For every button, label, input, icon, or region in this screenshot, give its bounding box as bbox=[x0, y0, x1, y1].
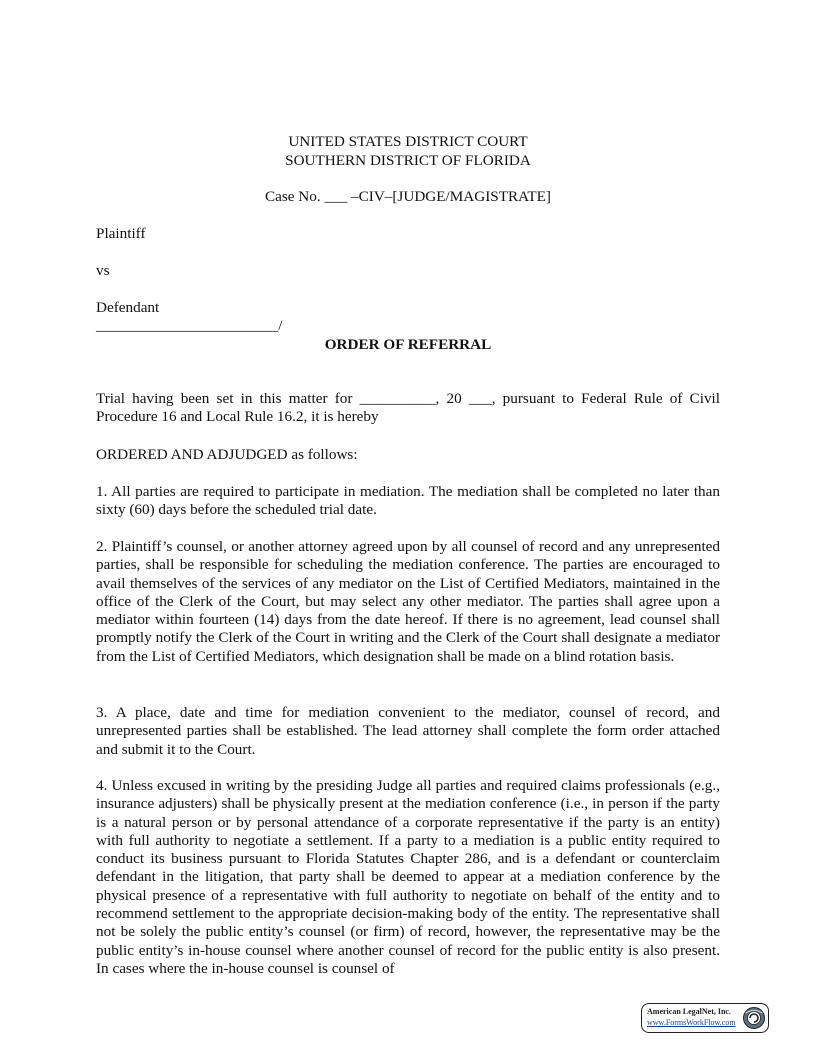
intro-paragraph: Trial having been set in this matter for __________, 20 ___, pursuant to Federal Rule of Civil Procedure 16 and Local Rule 16.2, it is hereby bbox=[96, 390, 720, 426]
paragraph-4: 4. Unless excused in writing by the presiding Judge all parties and required claims professionals (e.g., insurance adjusters) shall be physically present at the mediation conference (i.e., in person if the party is a natural person or by personal attendance of a corporate representative if the party is an entity) with full authority to negotiate a settlement. If a party to a mediation is a public entity required to conduct its business pursuant to Florida Statutes Chapter 286, and is a defendant or counterclaim defendant in the litigation, that party shall be deemed to appear at a mediation conference by the physical presence of a representative with full authority to negotiate on behalf of the entity and to recommend settlement to the appropriate decision-making body of the entity. The representative shall not be solely the public entity’s counsel (or firm) of record, however, the representative may be the public entity’s in-house counsel where another counsel of record for the public entity is also present. In cases where the in-house counsel is counsel of bbox=[96, 777, 720, 977]
defendant-label: Defendant bbox=[96, 299, 160, 316]
logo-url-link[interactable]: www.FormsWorkFlow.com bbox=[647, 1018, 736, 1027]
footer-logo[interactable] bbox=[641, 1003, 769, 1033]
document-title: ORDER OF REFERRAL bbox=[324, 336, 492, 353]
globe-icon bbox=[742, 1006, 766, 1030]
vs-label: vs bbox=[96, 262, 110, 279]
logo-company-name: American LegalNet, Inc. bbox=[647, 1007, 731, 1016]
ordered-heading: ORDERED AND ADJUDGED as follows: bbox=[96, 446, 358, 463]
paragraph-3: 3. A place, date and time for mediation convenient to the mediator, counsel of record, and unrepresented parties shall be established. The lead attorney shall complete the form order attached and submit it to the Court. bbox=[96, 704, 720, 758]
court-name-line1: UNITED STATES DISTRICT COURT bbox=[288, 133, 528, 150]
case-number: Case No. ___ –CIV–[JUDGE/MAGISTRATE] bbox=[264, 188, 551, 205]
paragraph-2: 2. Plaintiff’s counsel, or another attorney agreed upon by all counsel of record and any unrepresented parties, shall be responsible for scheduling the mediation conference. The parties are encouraged to avail themselves of the services of any mediator on the List of Certified Mediators, maintained in the office of the Clerk of the Court, but may select any other mediator. The parties shall agree upon a mediator within fourteen (14) days from the date hereof. If there is no agreement, lead counsel shall promptly notify the Clerk of the Court in writing and the Clerk of the Court shall designate a mediator from the List of Certified Mediators, which designation shall be made on a blind rotation basis. bbox=[96, 538, 720, 665]
court-name-line2: SOUTHERN DISTRICT OF FLORIDA bbox=[285, 152, 531, 169]
paragraph-1: 1. All parties are required to participate in mediation. The mediation shall be completed no later than sixty (60) days before the scheduled trial date. bbox=[96, 483, 720, 519]
signature-line: ________________________/ bbox=[96, 317, 283, 334]
plaintiff-label: Plaintiff bbox=[96, 225, 146, 242]
